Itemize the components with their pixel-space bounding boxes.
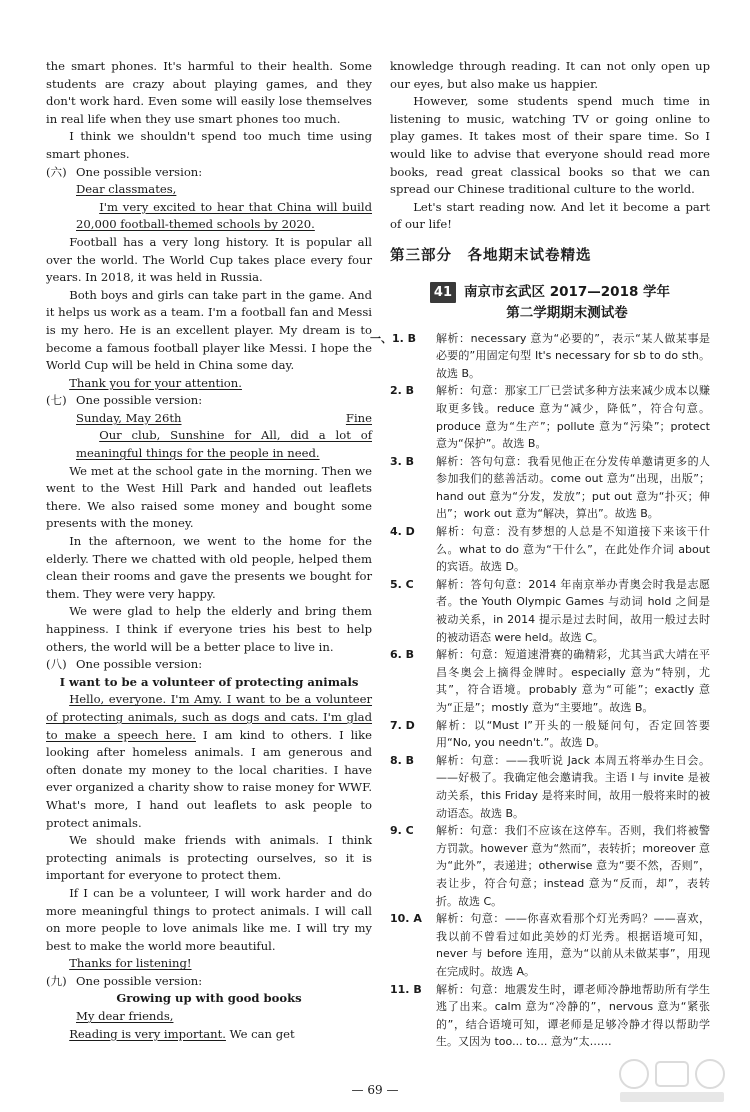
answer-text: 解析：以“Must I”开头的一般疑问句，否定回答要用“No, you needn't.”。故选 D。: [436, 718, 710, 750]
paragraph-rest: I am kind to others. I like looking after homeless animals. I am generous and often donate my money to the local charities. I have ever organized a charity show to raise money for WWF. What's more, I hand out leaflets to ask people to protect animals.: [46, 727, 372, 830]
answer-number: 9. C: [390, 824, 414, 838]
answer-item: [390, 752, 710, 822]
watermark-logo: [612, 1054, 732, 1106]
answer-number: 6. B: [390, 648, 415, 662]
answer-text: 解析：句意：短道速滑赛的确精彩，尤其当武大靖在平昌冬奥会上摘得金牌时。especially 意为“特别，尤其”，符合语境。probably 意为“可能”；exactly 意为“正是”；mostly 意为“主要地”。故选 B。: [436, 648, 710, 714]
answer-number: 8. B: [390, 753, 415, 767]
paragraph: If I can be a volunteer, I will work harder and do more meaningful things to protect animals. I will call on more people to love animals like me. I will try my best to make the world more beautiful.: [46, 885, 372, 953]
answer-text: 解析：句意：没有梦想的人总是不知道接下来该干什么。what to do 意为“干什么”，在此处作介词 about 的宾语。故选 D。: [436, 525, 710, 574]
section-intro: One possible version:: [76, 164, 203, 179]
paragraph-rest: We can get: [225, 1026, 295, 1041]
exam-title-line-1: 南京市玄武区 2017—2018 学年: [464, 283, 671, 300]
paragraph: the smart phones. It's harmful to their health. Some students are crazy about playing games, and they don't work hard. Even some will easily lose themselves in real life when they use smart phones too much.: [46, 59, 372, 126]
answer-number: 7. D: [390, 718, 415, 732]
answer-text: 解析：句意：我们不应该在这停车。否则，我们将被警方罚款。however 意为“然而”，表转折；moreover 意为“此外”，表递进；otherwise 意为“要不然，否则”，表让步，符合句意；instead 意为“反而，却”，表转折。故选 C。: [436, 824, 710, 908]
section-9: [46, 973, 372, 991]
answer-number: 2. B: [390, 384, 415, 398]
page-number: — 69 —: [351, 1083, 399, 1097]
greeting: My dear friends,: [76, 1009, 174, 1024]
answer-item: [390, 382, 710, 452]
first-sentence: Reading is very important.: [69, 1026, 226, 1041]
essay-title: Growing up with good books: [116, 991, 302, 1006]
answer-text: 解析：句意：——我听说 Jack 本周五将举办生日会。——好极了。我确定他会邀请我。主语 I 与 invite 是被动关系，this Friday 是将来时间，故用一般将来时的被动语态。故选 B。: [436, 753, 710, 820]
greeting: Dear classmates,: [76, 182, 177, 197]
answer-item: [390, 523, 710, 576]
answer-text: 解析：句意：那家工厂已尝试多种方法来减少成本以赚取更多钱。reduce 意为“减少，降低”，符合句意。produce 意为“生产”；pollute 意为“污染”；protect 意为“保护”。故选 B。: [436, 384, 710, 451]
paragraph: Both boys and girls can take part in the game. And it helps us work as a team. I'm a football fan and Messi is my hero. He is an excellent player. My dream is to become a famous football player like Messi. I hope the World Cup will be held in China some day.: [46, 287, 372, 373]
section-6-body: [46, 181, 372, 234]
section-intro: One possible version:: [76, 393, 203, 408]
section-8: [46, 656, 372, 674]
diary-weather: Fine: [345, 410, 372, 425]
exam-header: [390, 282, 710, 324]
answer-item: [390, 576, 710, 646]
paragraph: We were glad to help the elderly and bring them happiness. I think if everyone tries his best to help others, the world will be a better place to live in.: [46, 604, 372, 654]
exam-title-line-2: 第二学期期末测试卷: [506, 304, 628, 321]
answer-number: 4. D: [390, 525, 415, 539]
section-intro: One possible version:: [76, 657, 203, 672]
answer-item: [390, 646, 710, 716]
answer-item: [370, 330, 710, 383]
answer-item: [390, 717, 710, 752]
paragraph: knowledge through reading. It can not only open up our eyes, but also make us happier.: [390, 59, 710, 91]
closing: Thanks for listening!: [69, 956, 192, 971]
first-sentence: I'm very excited to hear that China will build 20,000 football-themed schools by 2020.: [76, 199, 372, 232]
answer-number: 一、1. B: [370, 331, 417, 345]
answer-item: [390, 822, 710, 910]
section-7: [46, 392, 372, 410]
paragraph: We should make friends with animals. I think protecting animals is protecting ourselves, so it is important for everyone to protect them.: [46, 833, 372, 883]
closing: Thank you for your attention.: [69, 375, 242, 390]
paragraph: However, some students spend much time in listening to music, watching TV or going online to play games. It takes most of their spare time. So I would like to advise that everyone should read more books, read great classical books so that we can spread our Chinese traditional culture to the world.: [390, 94, 710, 197]
exam-number-badge: 41: [430, 282, 456, 303]
paragraph: Football has a very long history. It is popular all over the world. The World Cup takes place every four years. In 2018, it was held in Russia.: [46, 234, 372, 285]
diary-date-row: [76, 410, 372, 428]
part-title: 第三部分 各地期末试卷精选: [390, 247, 592, 264]
right-column: [370, 58, 710, 1051]
answer-item: [390, 910, 710, 980]
paragraph: We met at the school gate in the morning. Then we went to the West Hill Park and handed out leaflets there. We also raised some money and bought some presents with the money.: [46, 463, 372, 531]
first-sentence: Hello, everyone. I'm Amy. I want to be a volunteer of protecting animals, such as dogs and cats. I'm glad to make a speech here.: [46, 692, 372, 742]
section-label: (九): [46, 973, 67, 988]
answer-text: 解析：答句句意：我看见他正在分发传单邀请更多的人参加我们的慈善活动。come out 意为“出现，出版”；hand out 意为“分发，发放”；put out 意为“扑灭；伸出”；work out 意为“解决，算出”。故选 B。: [436, 454, 710, 521]
section-label: (八): [46, 657, 67, 672]
section-6: [46, 164, 372, 182]
answer-number: 5. C: [390, 577, 414, 591]
paragraph: Let's start reading now. And let it become a part of our life!: [390, 199, 710, 232]
section-7-body: [46, 410, 372, 463]
first-sentence: Our club, Sunshine for All, did a lot of meaningful things for the people in need.: [76, 428, 372, 461]
answer-text: 解析：句意：——你喜欢看那个灯光秀吗？——喜欢，我以前不曾看过如此美妙的灯光秀。根据语境可知，never 与 before 连用，意为“以前从未做某事”，用现在完成时。故选 A。: [436, 912, 710, 978]
essay-title: I want to be a volunteer of protecting animals: [59, 674, 359, 689]
diary-date: Sunday, May 26th: [76, 410, 182, 425]
paragraph: In the afternoon, we went to the home for the elderly. There we chatted with old people, helped them clean their rooms and gave the presents we bought for them. They were very happy.: [46, 534, 372, 601]
left-column: [46, 58, 372, 1043]
answer-text: 解析：句意：地震发生时，谭老师冷静地帮助所有学生逃了出来。calm 意为“冷静的”，nervous 意为“紧张的”，结合语境可知，谭老师是足够冷静才得以帮助学生。又因为 too... to... 意为“太……: [436, 982, 710, 1049]
section-label: (七): [46, 393, 67, 408]
paragraph: I think we shouldn't spend too much time using smart phones.: [46, 129, 372, 161]
answer-number: 3. B: [390, 454, 415, 468]
answer-text: 解析：答句句意：2014 年南京举办青奥会时我是志愿者。the Youth Olympic Games 与动词 hold 之间是被动关系，in 2014 提示是过去时间，故用一般过去时的被动语态 were held。故选 C。: [436, 577, 710, 644]
answer-number: 10. A: [390, 912, 422, 926]
answer-item: [390, 453, 710, 523]
answer-number: 11. B: [390, 982, 422, 996]
section-label: (六): [46, 164, 67, 179]
answer-text: 解析：necessary 意为“必要的”，表示“某人做某事是必要的”用固定句型 It's necessary for sb to do sth。故选 B。: [436, 331, 710, 380]
section-intro: One possible version:: [76, 973, 203, 988]
answer-list: [370, 330, 710, 1051]
answer-item: [390, 981, 710, 1051]
